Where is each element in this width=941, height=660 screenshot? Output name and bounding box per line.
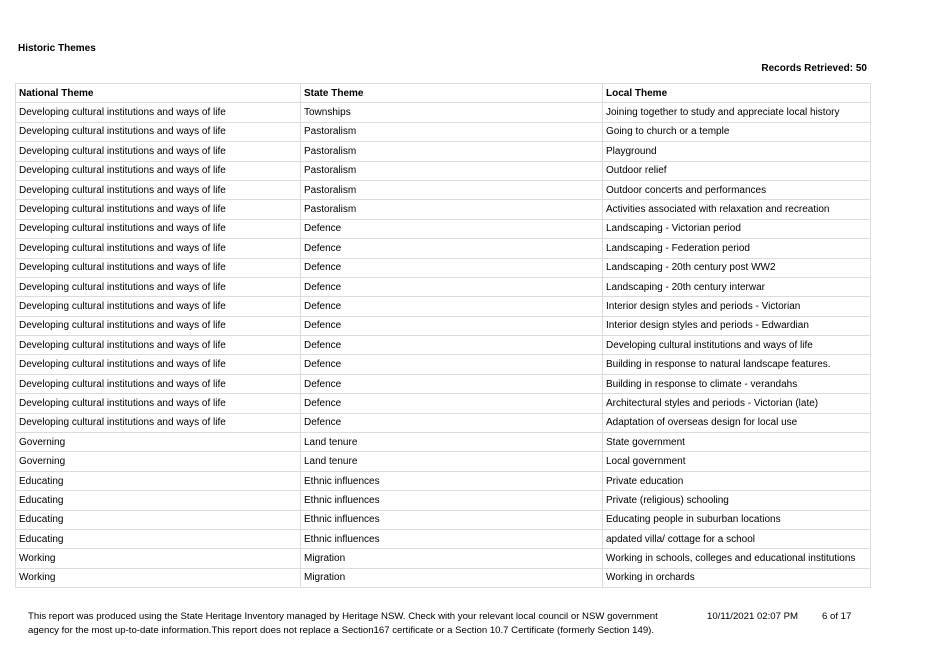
state-theme-cell: Townships	[301, 103, 603, 122]
national-theme-cell: Developing cultural institutions and ways of life	[16, 103, 301, 122]
records-label: Records Retrieved:	[761, 63, 854, 74]
state-theme-cell: Defence	[301, 394, 603, 413]
local-theme-cell: Private education	[603, 471, 871, 490]
table-row	[16, 277, 871, 296]
local-theme-cell: Interior design styles and periods - Victorian	[603, 297, 871, 316]
table-row	[16, 336, 871, 355]
state-theme-cell: Defence	[301, 316, 603, 335]
state-theme-cell: Pastoralism	[301, 142, 603, 161]
state-theme-cell: Defence	[301, 355, 603, 374]
table-row	[16, 103, 871, 122]
state-theme-cell: Pastoralism	[301, 161, 603, 180]
table-row	[16, 471, 871, 490]
national-theme-cell: Developing cultural institutions and ways of life	[16, 258, 301, 277]
table-row	[16, 316, 871, 335]
local-theme-cell: Building in response to natural landscape features.	[603, 355, 871, 374]
state-theme-cell: Defence	[301, 277, 603, 296]
national-theme-cell: Working	[16, 568, 301, 587]
national-theme-cell: Educating	[16, 491, 301, 510]
national-theme-cell: Developing cultural institutions and ways of life	[16, 200, 301, 219]
table-row	[16, 219, 871, 238]
table-row	[16, 433, 871, 452]
national-theme-cell: Developing cultural institutions and ways of life	[16, 180, 301, 199]
national-theme-cell: Developing cultural institutions and ways of life	[16, 142, 301, 161]
local-theme-cell: Landscaping - Federation period	[603, 239, 871, 258]
section-title: Historic Themes	[18, 43, 96, 54]
national-theme-cell: Working	[16, 549, 301, 568]
local-theme-cell: Local government	[603, 452, 871, 471]
local-theme-cell: Outdoor concerts and performances	[603, 180, 871, 199]
records-count: 50	[855, 63, 867, 74]
local-theme-cell: State government	[603, 433, 871, 452]
state-theme-cell: Pastoralism	[301, 122, 603, 141]
table-row	[16, 568, 871, 587]
national-theme-cell: Governing	[16, 433, 301, 452]
state-theme-cell: Migration	[301, 568, 603, 587]
state-theme-cell: Defence	[301, 258, 603, 277]
header-state-theme: State Theme	[301, 84, 603, 103]
national-theme-cell: Developing cultural institutions and ways of life	[16, 219, 301, 238]
table-row	[16, 142, 871, 161]
national-theme-cell: Developing cultural institutions and ways of life	[16, 316, 301, 335]
table-row	[16, 122, 871, 141]
local-theme-cell: Going to church or a temple	[603, 122, 871, 141]
national-theme-cell: Developing cultural institutions and ways of life	[16, 161, 301, 180]
local-theme-cell: Developing cultural institutions and ways of life	[603, 336, 871, 355]
local-theme-cell: Adaptation of overseas design for local use	[603, 413, 871, 432]
table-body	[16, 103, 871, 588]
table-row	[16, 529, 871, 548]
table-row	[16, 452, 871, 471]
state-theme-cell: Pastoralism	[301, 200, 603, 219]
historic-themes-table	[15, 83, 871, 588]
table-row	[16, 297, 871, 316]
national-theme-cell: Developing cultural institutions and ways of life	[16, 239, 301, 258]
local-theme-cell: Joining together to study and appreciate local history	[603, 103, 871, 122]
national-theme-cell: Developing cultural institutions and ways of life	[16, 336, 301, 355]
state-theme-cell: Defence	[301, 336, 603, 355]
table-row	[16, 258, 871, 277]
local-theme-cell: apdated villa/ cottage for a school	[603, 529, 871, 548]
local-theme-cell: Activities associated with relaxation and recreation	[603, 200, 871, 219]
local-theme-cell: Building in response to climate - verandahs	[603, 374, 871, 393]
national-theme-cell: Developing cultural institutions and ways of life	[16, 122, 301, 141]
header-national-theme: National Theme	[16, 84, 301, 103]
state-theme-cell: Defence	[301, 239, 603, 258]
local-theme-cell: Educating people in suburban locations	[603, 510, 871, 529]
local-theme-cell: Working in schools, colleges and educational institutions	[603, 549, 871, 568]
local-theme-cell: Playground	[603, 142, 871, 161]
local-theme-cell: Outdoor relief	[603, 161, 871, 180]
page-number: 6 of 17	[822, 611, 852, 622]
national-theme-cell: Educating	[16, 471, 301, 490]
national-theme-cell: Educating	[16, 529, 301, 548]
local-theme-cell: Architectural styles and periods - Victorian (late)	[603, 394, 871, 413]
table-row	[16, 413, 871, 432]
state-theme-cell: Ethnic influences	[301, 471, 603, 490]
national-theme-cell: Developing cultural institutions and ways of life	[16, 277, 301, 296]
state-theme-cell: Land tenure	[301, 452, 603, 471]
state-theme-cell: Ethnic influences	[301, 529, 603, 548]
local-theme-cell: Landscaping - Victorian period	[603, 219, 871, 238]
state-theme-cell: Pastoralism	[301, 180, 603, 199]
national-theme-cell: Developing cultural institutions and ways of life	[16, 394, 301, 413]
state-theme-cell: Defence	[301, 374, 603, 393]
local-theme-cell: Landscaping - 20th century interwar	[603, 277, 871, 296]
table-row	[16, 394, 871, 413]
records-retrieved	[761, 62, 867, 75]
national-theme-cell: Developing cultural institutions and ways of life	[16, 413, 301, 432]
table-row	[16, 549, 871, 568]
footer-date: 10/11/2021 02:07 PM	[707, 611, 799, 622]
state-theme-cell: Ethnic influences	[301, 510, 603, 529]
state-theme-cell: Defence	[301, 413, 603, 432]
table-row	[16, 161, 871, 180]
table-row	[16, 200, 871, 219]
state-theme-cell: Defence	[301, 297, 603, 316]
table-header-row	[16, 84, 871, 103]
table-row	[16, 239, 871, 258]
national-theme-cell: Developing cultural institutions and ways of life	[16, 374, 301, 393]
local-theme-cell: Interior design styles and periods - Edwardian	[603, 316, 871, 335]
state-theme-cell: Defence	[301, 219, 603, 238]
national-theme-cell: Developing cultural institutions and ways of life	[16, 297, 301, 316]
local-theme-cell: Private (religious) schooling	[603, 491, 871, 510]
table-row	[16, 180, 871, 199]
table-row	[16, 510, 871, 529]
local-theme-cell: Working in orchards	[603, 568, 871, 587]
state-theme-cell: Land tenure	[301, 433, 603, 452]
header-local-theme: Local Theme	[603, 84, 871, 103]
national-theme-cell: Educating	[16, 510, 301, 529]
state-theme-cell: Migration	[301, 549, 603, 568]
local-theme-cell: Landscaping - 20th century post WW2	[603, 258, 871, 277]
state-theme-cell: Ethnic influences	[301, 491, 603, 510]
national-theme-cell: Governing	[16, 452, 301, 471]
national-theme-cell: Developing cultural institutions and ways of life	[16, 355, 301, 374]
table-row	[16, 355, 871, 374]
table-row	[16, 491, 871, 510]
footer-disclaimer: This report was produced using the State Heritage Inventory managed by Heritage NSW. Check with your relevant local council or NSW government agency for the most up-to-date information.This report does not replace a Section167 certificate or a Section 10.7 Certificate (formerly Section 149).	[28, 611, 658, 636]
table-row	[16, 374, 871, 393]
